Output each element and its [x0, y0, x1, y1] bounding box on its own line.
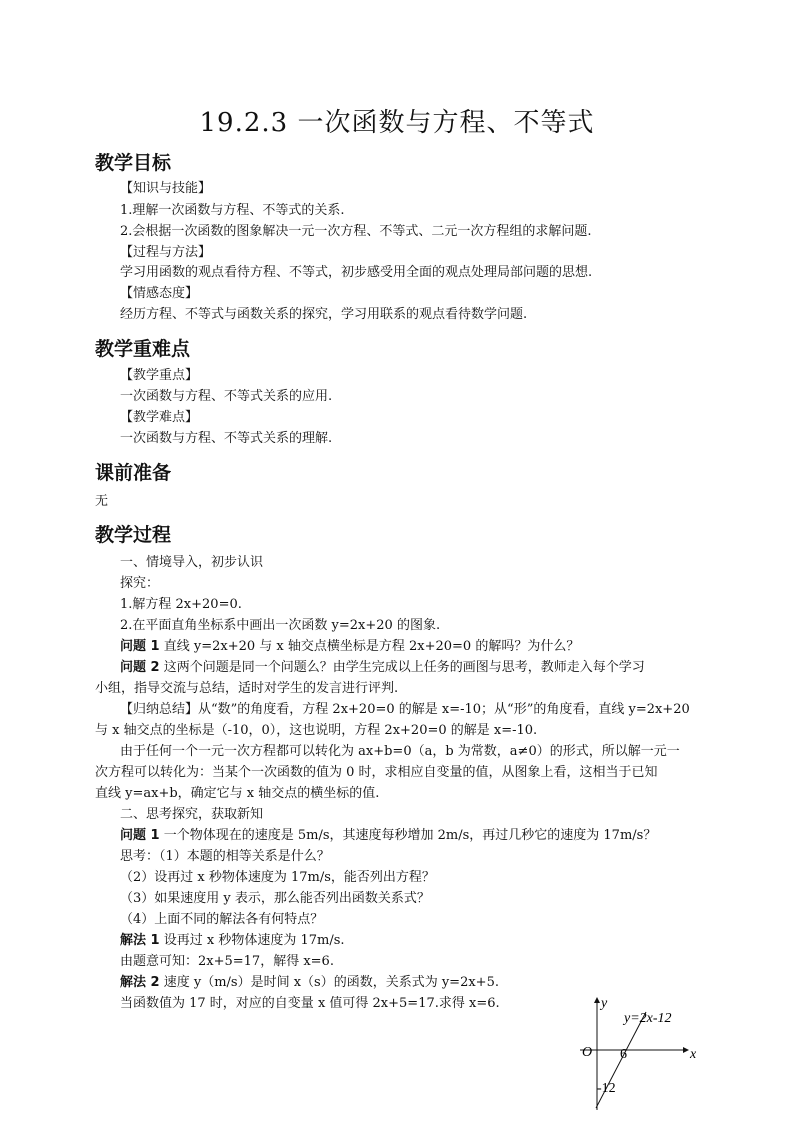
summary-line-2: 与 x 轴交点的坐标是（-10，0），这也说明，方程 2x+20=0 的解是 x=-10. [95, 723, 538, 738]
question-1-label: 问题 1 [120, 639, 160, 654]
emotion-tag: 【情感态度】 [120, 286, 199, 301]
prep-text: 无 [95, 494, 109, 509]
x-intercept-label: 6 [620, 1047, 627, 1062]
y-intercept-label: -12 [597, 1081, 616, 1096]
section-heading-goals: 教学目标 [95, 152, 172, 174]
think-line-4: （4）上面不同的解法各有何特点？ [120, 912, 324, 927]
knowledge-tag: 【知识与技能】 [120, 181, 212, 196]
part2-question-1-label: 问题 1 [120, 828, 160, 843]
knowledge-item-2: 2.会根据一次函数的图象解决一元一次方程、不等式、二元一次方程组的求解问题. [120, 224, 592, 239]
explore-item-2: 2.在平面直角坐标系中画出一次函数 y=2x+20 的图象. [120, 618, 441, 633]
linear-function-graph [560, 990, 710, 1115]
section-heading-key-points: 教学重难点 [95, 338, 191, 360]
question-1 [120, 639, 579, 655]
process-method-tag: 【过程与方法】 [120, 245, 212, 260]
knowledge-item-1: 1.理解一次函数与方程、不等式的关系. [120, 203, 345, 218]
solution-2-result: 当函数值为 17 时，对应的自变量 x 值可得 2x+5=17.求得 x=6. [120, 996, 500, 1011]
process-part-1-heading: 一、情境导入，初步认识 [120, 555, 264, 570]
process-method-text: 学习用函数的观点看待方程、不等式，初步感受用全面的观点处理局部问题的思想. [120, 265, 593, 280]
general-line-3: 直线 y=ax+b，确定它与 x 轴交点的横坐标的值. [95, 786, 380, 801]
equation-label: y=2x-12 [624, 1011, 672, 1026]
think-line-3: （3）如果速度用 y 表示，那么能否列出函数关系式？ [120, 891, 430, 906]
explore-label: 探究： [120, 576, 160, 591]
think-line-2: （2）设再过 x 秒物体速度为 17m/s，能否列出方程？ [120, 870, 435, 885]
summary-line-1: 【归纳总结】从“数”的角度看，方程 2x+20=0 的解是 x=-10；从“形”的角度看，直线 y=2x+20 [120, 702, 690, 717]
section-heading-process: 教学过程 [95, 524, 172, 546]
general-line-2: 次方程可以转化为：当某个一次函数的值为 0 时，求相应自变量的值，从图象上看，这相当于已知 [95, 765, 658, 780]
section-heading-prep: 课前准备 [95, 462, 172, 484]
part2-question-1-text: 一个物体现在的速度是 5m/s，其速度每秒增加 2m/s，再过几秒它的速度为 17m/s？ [163, 828, 657, 843]
origin-label: O [582, 1045, 593, 1060]
difficulty-tag: 【教学难点】 [120, 410, 199, 425]
question-2 [120, 660, 645, 676]
focus-text: 一次函数与方程、不等式关系的应用. [120, 389, 333, 404]
solution-2-label: 解法 2 [120, 975, 160, 990]
solution-1-label: 解法 1 [120, 933, 160, 948]
solution-2 [120, 975, 499, 991]
page-title: 19.2.3 一次函数与方程、不等式 [199, 108, 595, 138]
question-2-continued: 小组，指导交流与总结，适时对学生的发言进行评判. [95, 681, 399, 696]
solution-1-text: 设再过 x 秒物体速度为 17m/s. [163, 933, 345, 948]
difficulty-text: 一次函数与方程、不等式关系的理解. [120, 431, 333, 446]
part2-question-1 [120, 828, 656, 844]
solution-1-result: 由题意可知：2x+5=17，解得 x=6. [120, 954, 334, 969]
question-2-text: 这两个问题是同一个问题么？由学生完成以上任务的画图与思考，教师走入每个学习 [163, 660, 645, 675]
explore-item-1: 1.解方程 2x+20=0. [120, 597, 242, 612]
emotion-text: 经历方程、不等式与函数关系的探究，学习用联系的观点看待数学问题. [120, 307, 528, 322]
think-line-1: 思考：（1）本题的相等关系是什么？ [120, 849, 330, 864]
question-1-text: 直线 y=2x+20 与 x 轴交点横坐标是方程 2x+20=0 的解吗？为什么？ [163, 639, 580, 654]
y-axis-label: y [601, 996, 608, 1011]
process-part-2-heading: 二、思考探究，获取新知 [120, 807, 264, 822]
solution-1 [120, 933, 345, 949]
focus-tag: 【教学重点】 [120, 368, 199, 383]
question-2-label: 问题 2 [120, 660, 160, 675]
general-line-1: 由于任何一个一元一次方程都可以转化为 ax+b=0（a，b 为常数，a≠0）的形式，所以解一元一 [120, 744, 680, 759]
x-axis-label: x [690, 1047, 697, 1062]
solution-2-text: 速度 y（m/s）是时间 x（s）的函数，关系式为 y=2x+5. [163, 975, 499, 990]
